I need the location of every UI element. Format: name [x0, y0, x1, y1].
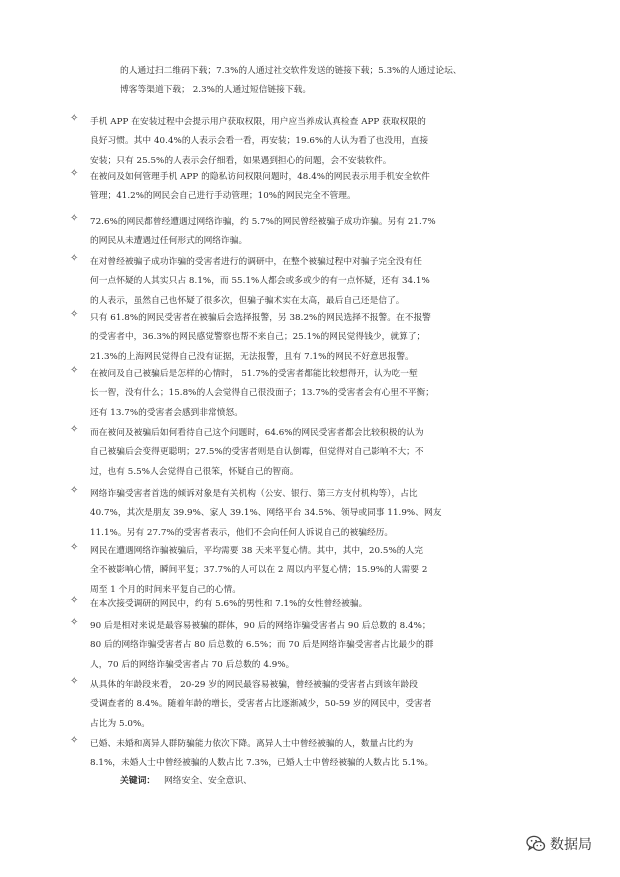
text-line: 安装；只有 25.5%的人表示会仔细看，如果遇到担心的问题，会不安装软件。 [90, 155, 392, 166]
text-line: 的人表示，虽然自己也怀疑了很多次，但骗子骗术实在太高，最后自己还是信了。 [90, 295, 405, 306]
text-line: 人，70 后的网络诈骗受害者占 70 后总数的 4.9%。 [90, 659, 295, 670]
text-line: 已婚、未婚和离异人群防骗能力依次下降。离异人士中曾经被骗的人，数量占比约为 [90, 739, 414, 749]
keywords-label: 关键词： [120, 776, 156, 786]
bullet-item [70, 168, 558, 207]
text-line: 的人通过扫二维码下载；7.3%的人通过社交软件发送的链接下载；5.3%的人通过论坛、 [120, 66, 462, 76]
bullet-item [70, 617, 558, 675]
bullet-item [70, 485, 558, 543]
watermark-logo [526, 834, 592, 854]
text-line: 良好习惯。其中 40.4%的人表示会看一看，再安装；19.6%的人认为看了也没用，直接 [90, 136, 429, 147]
text-line: 在被问及如何管理手机 APP 的隐私访问权限问题时，48.4%的网民表示用手机安全软件 [90, 172, 430, 182]
text-line: 而在被问及被骗后如何看待自己这个问题时，64.6%的网民受害者都会比较积极的认为 [90, 428, 424, 438]
bullet-icon: ✧ [70, 424, 79, 435]
text-line: 长一智，没有什么；15.8%的人会觉得自己很没面子；13.7%的受害者会有心里不平衡； [90, 388, 435, 399]
bullet-icon: ✧ [70, 735, 79, 746]
bullet-icon: ✧ [70, 617, 79, 628]
text-line: 从具体的年龄段来看， 20-29 岁的网民最容易被骗，曾经被骗的受害者占到该年龄段 [90, 680, 418, 690]
bullet-item [70, 676, 558, 734]
text-line: 还有 13.7%的受害者会感到非常愤怒。 [90, 407, 243, 418]
text-line: 受调查者的 8.4%。随着年龄的增长，受害者占比逐渐减少，50-59 岁的网民中，受害者 [90, 699, 432, 710]
text-line: 在对曾经被骗子成功诈骗的受害者进行的调研中，在整个被骗过程中对骗子完全没有任 [90, 257, 423, 267]
bullet-icon: ✧ [70, 309, 79, 320]
text-line: 40.7%，其次是朋友 39.9%、家人 39.1%、网络平台 34.5%、领导或同事 11.9%、网友 [90, 508, 442, 519]
text-line: 8.1%，未婚人士中曾经被骗的人数占比 7.3%，已婚人士中曾经被骗的人数占比 5.1%。 [90, 758, 434, 769]
text-line: 占比为 5.0%。 [90, 718, 151, 729]
text-line: 周至 1 个月的时间来平复自己的心情。 [90, 584, 242, 595]
keywords [120, 772, 252, 791]
intro-paragraph [120, 62, 560, 101]
bullet-icon: ✧ [70, 542, 79, 553]
bullet-item [70, 213, 558, 252]
text-line: 网民在遭遇网络诈骗被骗后，平均需要 38 天来平复心情。其中，其中，20.5%的人完 [90, 546, 423, 556]
bullet-item [70, 424, 558, 482]
bullet-icon: ✧ [70, 253, 79, 264]
bullet-icon: ✧ [70, 168, 79, 179]
bullet-icon: ✧ [70, 365, 79, 376]
keywords-value: 网络安全、安全意识、 [164, 776, 252, 786]
bullet-icon: ✧ [70, 676, 79, 687]
text-line: 在本次接受调研的网民中，约有 5.6%的男性和 7.1%的女性曾经被骗。 [90, 599, 368, 609]
bullet-item [70, 253, 558, 311]
bullet-item [70, 735, 558, 774]
bullet-icon: ✧ [70, 213, 79, 224]
bullet-item [70, 113, 558, 171]
text-line: 自己被骗后会变得更聪明；27.5%的受害者则是自认倒霉，但觉得对自己影响不大；不 [90, 447, 424, 458]
text-line: 11.1%。另有 27.7%的受害者表示，他们不会向任何人诉说自己的被骗经历。 [90, 527, 394, 538]
bullet-icon: ✧ [70, 595, 79, 606]
watermark-text: 数据局 [550, 837, 592, 853]
bullet-item [70, 595, 558, 614]
text-line: 的网民从未遭遇过任何形式的网络诈骗。 [90, 236, 248, 247]
bullet-item [70, 309, 558, 367]
wechat-icon [526, 835, 546, 853]
text-line: 管理；41.2%的网民会自己进行手动管理；10%的网民完全不管理。 [90, 191, 356, 202]
text-line: 博客等渠道下载； 2.3%的人通过短信链接下载。 [120, 85, 312, 96]
text-line: 80 后的网络诈骗受害者占 80 后总数的 6.5%；而 70 后是网络诈骗受害者占比最少的群 [90, 640, 434, 651]
text-line: 21.3%的上海网民觉得自己没有证据，无法报警，且有 7.1%的网民不好意思报警。 [90, 351, 414, 362]
text-line: 网络诈骗受害者首选的倾诉对象是有关机构（公安、银行、第三方支付机构等），占比 [90, 489, 418, 499]
text-line: 过，也有 5.5%人会觉得自己很笨，怀疑自己的智商。 [90, 466, 299, 477]
text-line: 何一点怀疑的人其实只占 8.1%，而 55.1%人都会或多或少的有一点怀疑，还有 34.1% [90, 276, 430, 287]
text-line: 手机 APP 在安装过程中会提示用户获取权限，用户应当养成认真检查 APP 获取权限的 [90, 117, 426, 127]
text-line: 72.6%的网民都曾经遭遇过网络诈骗，约 5.7%的网民曾经被骗子成功诈骗。另有 21.7% [90, 217, 436, 227]
bullet-icon: ✧ [70, 113, 79, 124]
text-line: 只有 61.8%的网民受害者在被骗后会选择报警，另 38.2%的网民选择不报警。在不报警 [90, 313, 431, 323]
bullet-item [70, 365, 558, 423]
bullet-item [70, 542, 558, 600]
text-line: 全不被影响心情，瞬间平复；37.7%的人可以在 2 周以内平复心情；15.9%的人需要 2 [90, 565, 428, 576]
bullet-icon: ✧ [70, 485, 79, 496]
text-line: 的受害者中，36.3%的网民感觉警察也帮不来自己；25.1%的网民觉得钱少，就算了； [90, 332, 426, 343]
text-line: 90 后是相对来说是最容易被骗的群体，90 后的网络诈骗受害者占 90 后总数的 8.4%； [90, 621, 431, 631]
text-line: 在被问及自己被骗后是怎样的心情时， 51.7%的受害者都能比较想得开，认为吃一堑 [90, 369, 418, 379]
